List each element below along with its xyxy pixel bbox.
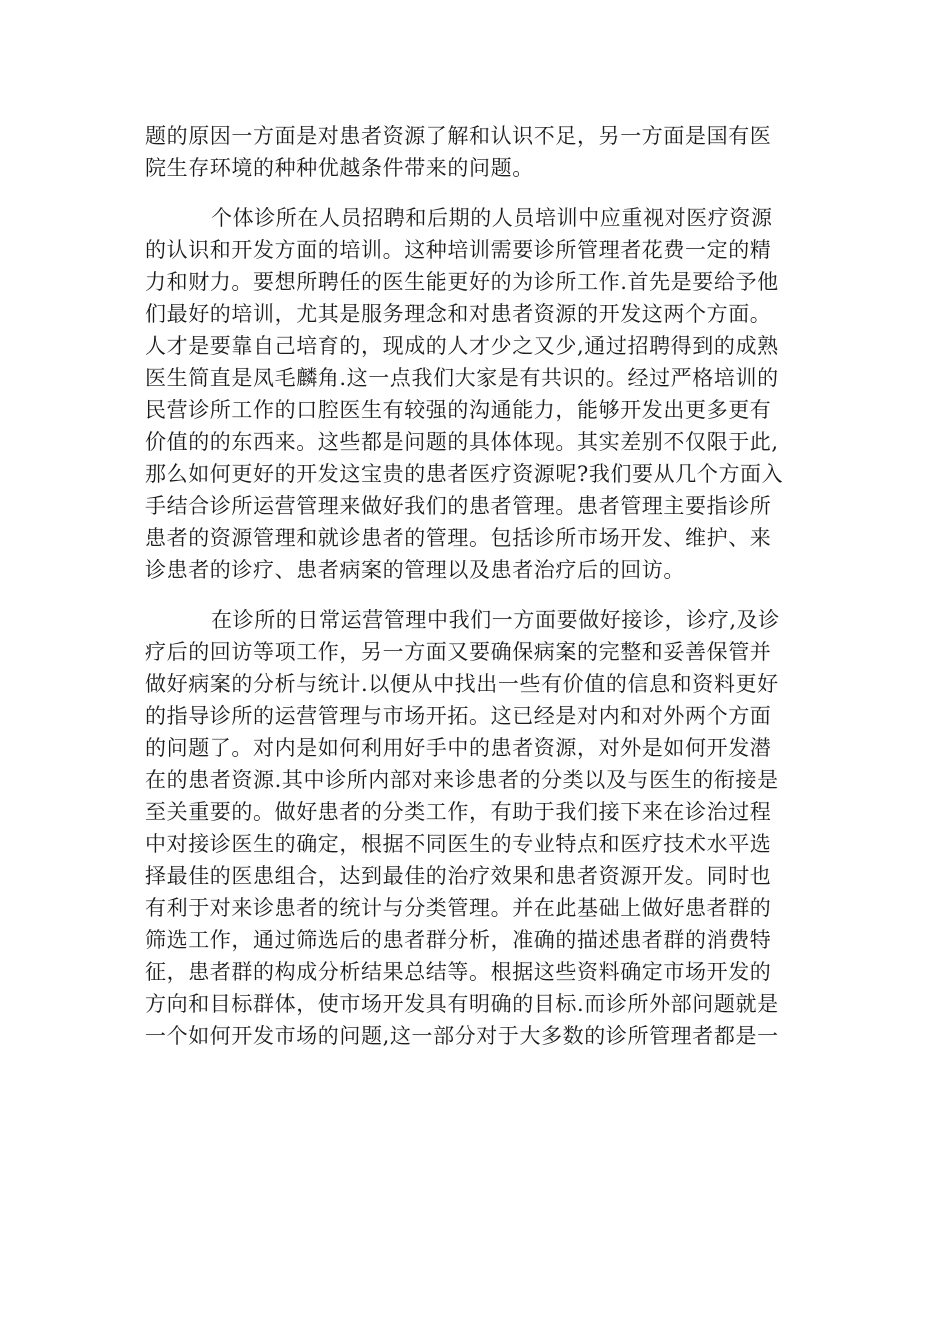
text-line: 筛选工作，通过筛选后的患者群分析，准确的描述患者群的消费特 [145,928,772,952]
text-line: 患者的资源管理和就诊患者的管理。包括诊所市场开发、维护、来 [145,526,772,550]
text-line: 民营诊所工作的口腔医生有较强的沟通能力，能够开发出更多更有 [145,398,772,422]
text-line: 医生简直是凤毛麟角.这一点我们大家是有共识的。经过严格培训的 [145,366,779,390]
text-line: 手结合诊所运营管理来做好我们的患者管理。患者管理主要指诊所 [145,494,772,518]
text-line: 个体诊所在人员招聘和后期的人员培训中应重视对医疗资源 [211,206,773,230]
text-line: 人才是要靠自己培育的，现成的人才少之又少,通过招聘得到的成熟 [145,334,779,358]
text-line: 至关重要的。做好患者的分类工作，有助于我们接下来在诊治过程 [145,800,772,824]
text-line: 征，患者群的构成分析结果总结等。根据这些资料确定市场开发的 [145,960,772,984]
text-line: 疗后的回访等项工作，另一方面又要确保病案的完整和妥善保管并 [145,640,772,664]
text-line: 中对接诊医生的确定，根据不同医生的专业特点和医疗技术水平选 [145,832,772,856]
text-line: 择最佳的医患组合，达到最佳的治疗效果和患者资源开发。同时也 [145,864,772,888]
text-line: 诊患者的诊疗、患者病案的管理以及患者治疗后的回访。 [145,558,685,582]
text-line: 一个如何开发市场的问题,这一部分对于大多数的诊所管理者都是一 [145,1024,779,1048]
text-line: 价值的的东西来。这些都是问题的具体体现。其实差别不仅限于此, [145,430,779,454]
text-line: 在的患者资源.其中诊所内部对来诊患者的分类以及与医生的衔接是 [145,768,779,792]
text-line: 题的原因一方面是对患者资源了解和认识不足，另一方面是国有医 [145,124,772,148]
paragraph-2 [145,202,805,586]
paragraph-1 [145,120,805,184]
text-line: 做好病案的分析与统计.以便从中找出一些有价值的信息和资料更好 [145,672,779,696]
text-line: 们最好的培训，尤其是服务理念和对患者资源的开发这两个方面。 [145,302,772,326]
text-line: 那么如何更好的开发这宝贵的患者医疗资源呢?我们要从几个方面入 [145,462,784,486]
text-line: 的问题了。对内是如何利用好手中的患者资源，对外是如何开发潜 [145,736,772,760]
text-line: 方向和目标群体，使市场开发具有明确的目标.而诊所外部问题就是 [145,992,779,1016]
text-line: 的认识和开发方面的培训。这种培训需要诊所管理者花费一定的精 [145,238,772,262]
text-line: 力和财力。要想所聘任的医生能更好的为诊所工作.首先是要给予他 [145,270,779,294]
text-line: 在诊所的日常运营管理中我们一方面要做好接诊，诊疗,及诊 [211,608,780,632]
text-line: 有利于对来诊患者的统计与分类管理。并在此基础上做好患者群的 [145,896,772,920]
text-line: 院生存环境的种种优越条件带来的问题。 [145,156,534,180]
paragraph-3 [145,604,805,1052]
document-page [145,120,805,1052]
text-line: 的指导诊所的运营管理与市场开拓。这已经是对内和对外两个方面 [145,704,772,728]
